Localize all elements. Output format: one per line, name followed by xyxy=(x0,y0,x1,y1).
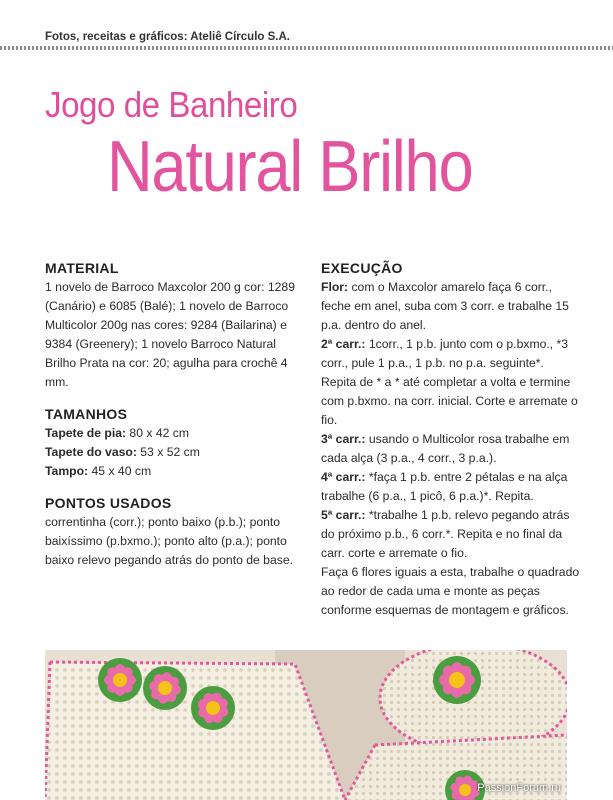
size-item xyxy=(45,462,295,481)
size-item xyxy=(45,443,295,462)
step-label: 2ª carr.: xyxy=(321,337,366,351)
sink-rug xyxy=(45,662,345,800)
step xyxy=(321,506,581,563)
pontos-text: correntinha (corr.); ponto baixo (p.b.); ponto baixíssimo (p.bxmo.); ponto alto (p.a.); ponto baixo relevo pegando atrás do ponto de base. xyxy=(45,515,293,567)
watermark: PassionForum.ru xyxy=(477,782,561,794)
flower xyxy=(143,666,187,710)
left-column xyxy=(45,258,295,570)
step-text: 1corr., 1 p.b. junto com o p.bxmo., *3 corr., pule 1 p.a., 1 p.b. no p.a. seguinte*. Repita de * a * até completar a volta e termine com p.bxmo. na corr. inicial. Corte e arremate o fio. xyxy=(321,337,578,427)
execucao-heading: EXECUÇÃO xyxy=(321,260,403,276)
closing-text: Faça 6 flores iguais a esta, trabalhe o quadrado ao redor de cada uma e monte as peças conforme esquemas de montagem e gráficos. xyxy=(321,565,580,617)
crochet-illustration xyxy=(45,650,567,800)
step-label: 4ª carr.: xyxy=(321,470,366,484)
photo-credit: Fotos, receitas e gráficos: Ateliê Círculo S.A. xyxy=(45,31,290,43)
crochet-photo xyxy=(45,650,567,800)
size-label: Tapete do vaso: xyxy=(45,445,137,459)
step-text: usando o Multicolor rosa trabalhe em cada alça (3 p.a., 4 corr., 3 p.a.). xyxy=(321,432,570,465)
step-text: *trabalhe 1 p.b. relevo pegando atrás do próximo p.b., 6 corr.*. Repita e no final da carr. corte e arremate o fio. xyxy=(321,508,570,560)
flower xyxy=(191,686,235,730)
step-text: com o Maxcolor amarelo faça 6 corr., feche em anel, suba com 3 corr. e trabalhe 15 p.a. dentro do anel. xyxy=(321,280,569,332)
tamanhos-heading: TAMANHOS xyxy=(45,406,128,422)
size-value: 53 x 52 cm xyxy=(136,445,200,459)
pontos-heading: PONTOS USADOS xyxy=(45,495,172,511)
dotted-divider xyxy=(0,46,613,50)
flower xyxy=(98,658,142,702)
size-item xyxy=(45,424,295,443)
title-line-1: Jogo de Banheiro xyxy=(45,84,298,125)
title-line-2: Natural Brilho xyxy=(107,127,473,207)
size-value: 45 x 40 cm xyxy=(88,464,152,478)
step-label: Flor: xyxy=(321,280,349,294)
flower xyxy=(433,656,481,704)
step xyxy=(321,468,581,506)
step xyxy=(321,430,581,468)
step-label: 3ª carr.: xyxy=(321,432,366,446)
step-text: *faça 1 p.b. entre 2 pétalas e na alça trabalhe (6 p.a., 1 picô, 6 p.a.)*. Repita. xyxy=(321,470,568,503)
right-column xyxy=(321,258,581,620)
step xyxy=(321,278,581,335)
material-heading: MATERIAL xyxy=(45,260,119,276)
step-label: 5ª carr.: xyxy=(321,508,366,522)
size-label: Tampo: xyxy=(45,464,89,478)
size-value: 80 x 42 cm xyxy=(126,426,190,440)
step xyxy=(321,335,581,430)
size-label: Tapete de pia: xyxy=(45,426,127,440)
material-text: 1 novelo de Barroco Maxcolor 200 g cor: 1289 (Canário) e 6085 (Balé); 1 novelo de Barroco Multicolor 200g nas cores: 9284 (Bailarina) e 9384 (Greenery); 1 novelo Barroco Natural Brilho Prata na cor: 20; agulha para crochê 4 mm. xyxy=(45,280,295,389)
